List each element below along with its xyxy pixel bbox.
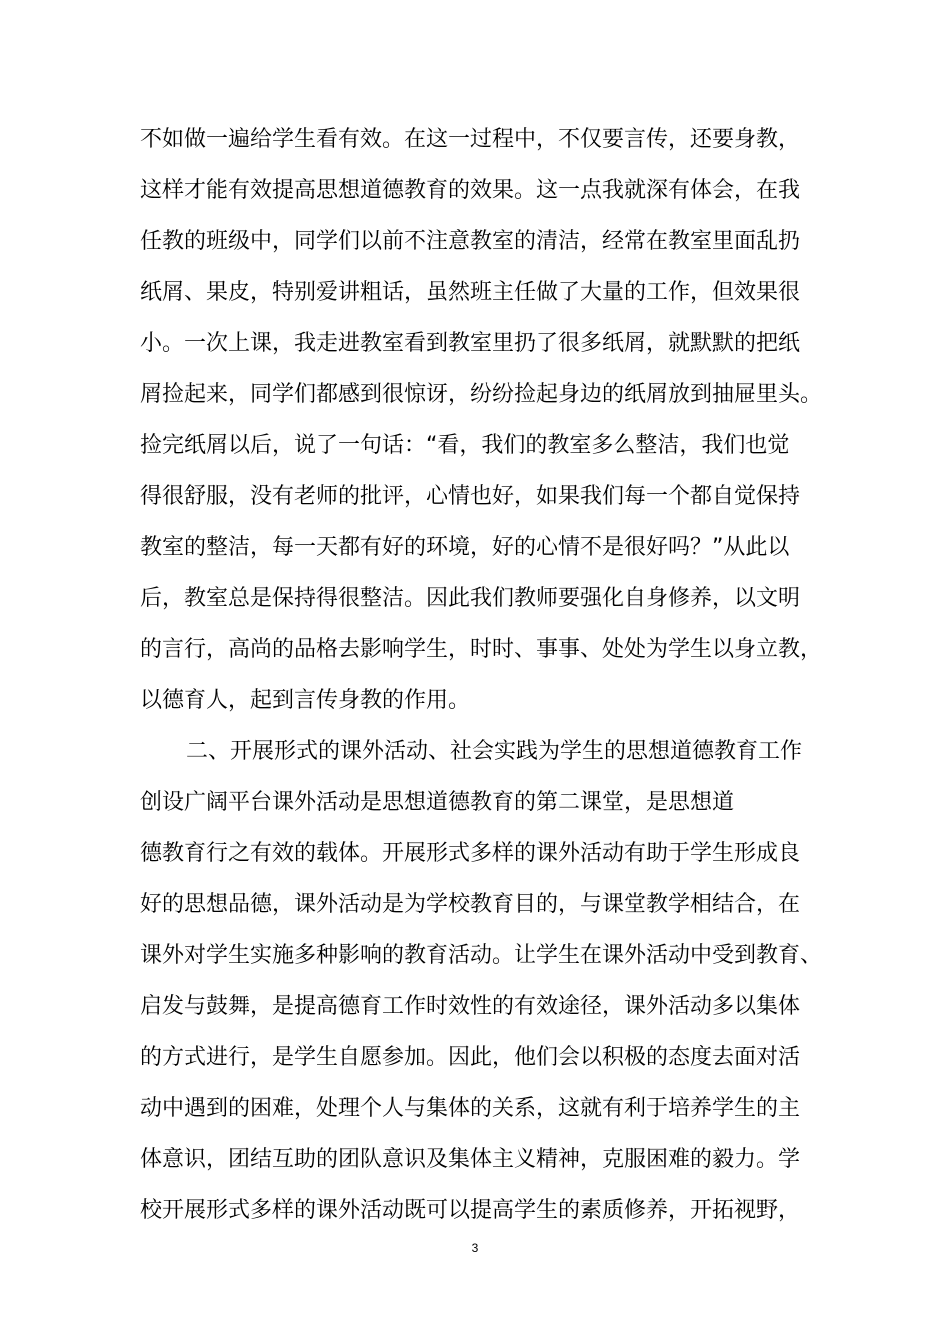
text-line: 捡完纸屑以后，说了一句话：“看，我们的教室多么整洁，我们也觉 [140,433,790,458]
text-line: 创设广阔平台课外活动是思想道德教育的第二课堂，是思想道 [140,790,735,815]
text-line: 不如做一遍给学生看有效。在这一过程中，不仅要言传，还要身教， [140,127,801,152]
text-line: 校开展形式多样的课外活动既可以提高学生的素质修养，开拓视野， [140,1198,801,1223]
text-line: 教室的整洁，每一天都有好的环境，好的心情不是很好吗？”从此以 [140,535,790,560]
page-number: 3 [471,1241,479,1255]
text-line: 得很舒服，没有老师的批评，心情也好，如果我们每一个都自觉保持 [140,484,801,509]
text-line: 的言行，高尚的品格去影响学生，时时、事事、处处为学生以身立教， [140,637,823,662]
text-line: 动中遇到的困难，处理个人与集体的关系，这就有利于培养学生的主 [140,1096,801,1121]
text-line: 以德育人，起到言传身教的作用。 [140,688,471,713]
text-line: 纸屑、果皮，特别爱讲粗话，虽然班主任做了大量的工作，但效果很 [140,280,801,305]
text-line: 任教的班级中，同学们以前不注意教室的清洁，经常在教室里面乱扔 [140,229,801,254]
text-line: 好的思想品德，课外活动是为学校教育目的，与课堂教学相结合，在 [140,892,801,917]
text-line: 体意识，团结互助的团队意识及集体主义精神，克服困难的毅力。学 [140,1147,801,1172]
text-line: 的方式进行，是学生自愿参加。因此，他们会以积极的态度去面对活 [140,1045,801,1070]
text-line: 屑捡起来，同学们都感到很惊讶，纷纷捡起身边的纸屑放到抽屉里头。 [140,382,823,407]
text-line: 这样才能有效提高思想道德教育的效果。这一点我就深有体会，在我 [140,178,801,203]
text-line: 后，教室总是保持得很整洁。因此我们教师要强化自身修养，以文明 [140,586,801,611]
text-line: 课外对学生实施多种影响的教育活动。让学生在课外活动中受到教育、 [140,943,823,968]
text-line: 小。一次上课，我走进教室看到教室里扔了很多纸屑，就默默的把纸 [140,331,801,356]
text-line: 德教育行之有效的载体。开展形式多样的课外活动有助于学生形成良 [140,841,801,866]
text-line: 启发与鼓舞，是提高德育工作时效性的有效途径，课外活动多以集体 [140,994,801,1019]
section-heading: 二、开展形式的课外活动、社会实践为学生的思想道德教育工作 [186,739,803,764]
